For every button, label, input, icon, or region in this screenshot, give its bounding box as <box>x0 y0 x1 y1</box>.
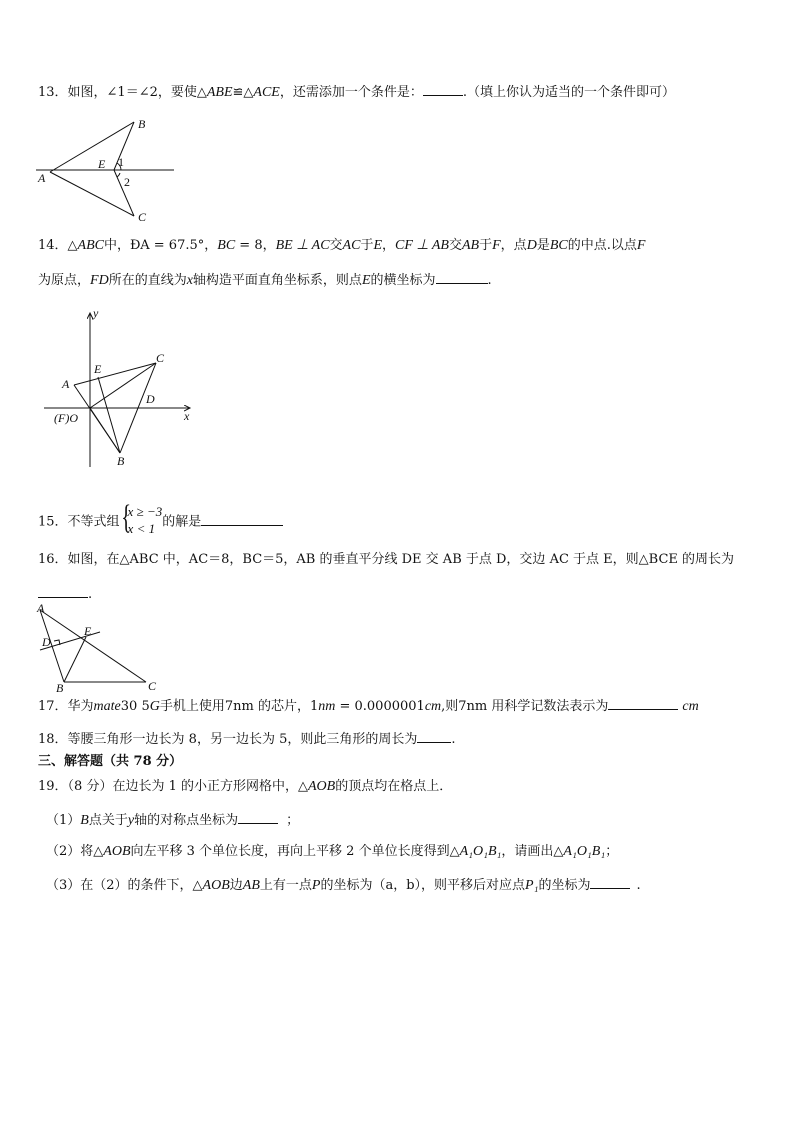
q13-label-c: C <box>138 210 147 224</box>
q19-part1-answer-blank[interactable] <box>238 810 278 824</box>
q19-p2-e: ，请画出△ <box>501 844 564 859</box>
q14-t19: 是 <box>536 238 550 253</box>
q19-p1-f: ； <box>286 813 300 828</box>
q13-label-2: 2 <box>124 175 130 189</box>
q14-segment-ac <box>74 363 156 385</box>
q16-line2 <box>38 584 92 604</box>
q16-line1: 16．如图，在△ABC 中，AC＝8，BC＝5，AB 的垂直平分线 DE 交 AB 于点 D，交边 AC 于点 E，则△BCE 的周长为 <box>38 552 735 567</box>
q14-t18: D <box>526 238 537 253</box>
q16-label-c: C <box>148 679 157 693</box>
q15-inequality-2: x < 1 <box>127 521 156 536</box>
q13-label-a: A <box>38 171 46 185</box>
q17-text-c: 手机上使用7nm 的芯片，1 <box>159 699 319 714</box>
q17-text-b: 30 5 <box>120 699 150 714</box>
q14-segment-fb <box>90 408 120 453</box>
q14-line1 <box>38 237 645 255</box>
q19-p1-b: B <box>80 813 89 828</box>
q14-t16: F <box>492 238 501 253</box>
q13-figure <box>34 116 184 226</box>
q19-part2 <box>46 843 618 861</box>
q19-p3-b: AOB <box>202 878 230 893</box>
q16-label-a: A <box>37 602 45 615</box>
q15-text-a: 15．不等式组 <box>38 514 120 530</box>
q14-t26: x <box>186 273 193 288</box>
q14-t3: 中，ÐA = 67.5°， <box>104 238 218 253</box>
q13-text-b: ，还需添加一个条件是： <box>279 85 423 100</box>
q13-triangle-abe: ABE <box>206 85 233 100</box>
q19-p2-c: 向左平移 3 个单位长度，再向上平移 2 个单位长度得到△ <box>130 844 460 859</box>
q19-text-b: 的顶点均在格点上． <box>335 779 453 794</box>
q16-label-b: B <box>56 681 64 694</box>
q14-t9: 于 <box>360 238 374 253</box>
q19-intro <box>38 778 452 796</box>
q14-t28: E <box>361 273 371 288</box>
q15-text <box>38 499 283 539</box>
q19-p1-c: 点关于 <box>88 813 128 828</box>
q14-t4: BC <box>217 238 236 253</box>
q18-text <box>38 729 456 749</box>
q14-label-fo: (F)O <box>54 411 78 425</box>
q18-text-b: . <box>451 732 456 747</box>
q19-p1-e: 轴的对称点坐标为 <box>134 813 239 828</box>
q14-t2: ABC <box>77 238 104 253</box>
q18-text-a: 18．等腰三角形一边长为 8，另一边长为 5，则此三角形的周长为 <box>38 732 418 747</box>
q19-p3-h: P₁ <box>525 878 539 893</box>
q17-g: G <box>149 699 160 714</box>
q13-segment-ac <box>50 172 134 216</box>
q13-label-b: B <box>138 117 146 131</box>
q16-period: . <box>88 587 93 602</box>
q14-figure <box>40 305 200 475</box>
q14-t1: 14．△ <box>38 238 78 253</box>
q15-inequality-system: { x ≥ −3 x < 1 <box>120 499 163 536</box>
q17-nm: nm <box>318 699 336 714</box>
q14-t12: CF ⊥ AB <box>395 238 449 253</box>
q14-t13: 交 <box>448 238 462 253</box>
q17-text-d: = 0.0000001 <box>335 699 425 714</box>
q14-t29: 的横坐标为 <box>370 273 436 288</box>
q14-t11: ， <box>382 238 396 253</box>
q14-label-x: x <box>184 409 190 423</box>
q14-label-d: D <box>146 392 155 406</box>
q14-line2 <box>38 270 492 290</box>
q19-p1-d: y <box>127 813 135 828</box>
q14-t23: 为原点， <box>38 273 91 288</box>
q17-text <box>38 696 699 716</box>
q19-aob: AOB <box>307 779 336 794</box>
q19-p2-d: A₁O₁B₁ <box>459 844 502 859</box>
q19-p2-a: （2）将△ <box>46 844 104 859</box>
q14-t14: AB <box>461 238 480 253</box>
q14-label-b: B <box>117 454 125 468</box>
q19-p3-a: （3）在（2）的条件下，△ <box>46 878 203 893</box>
q14-label-y: y <box>93 306 99 320</box>
q19-p3-e: 上有一点 <box>259 878 312 893</box>
q16-label-e: E <box>84 624 92 638</box>
q15-inequality-1: x ≥ −3 <box>127 504 163 519</box>
q14-t22: F <box>636 238 646 253</box>
q13-text-a: 13．如图，∠1＝∠2，要使△ <box>38 85 207 100</box>
q14-t30: . <box>487 273 492 288</box>
q17-text-a: 17．华为 <box>38 699 94 714</box>
q17-answer-blank[interactable] <box>608 696 678 710</box>
q15-text-b: 的解是 <box>162 514 202 530</box>
q19-part1 <box>46 810 299 830</box>
q19-part3 <box>46 875 641 895</box>
q14-t24: FD <box>90 273 109 288</box>
q13-label-e: E <box>98 157 106 171</box>
q14-t27: 轴构造平面直角坐标系，则点 <box>192 273 362 288</box>
q16-segment-ac <box>40 610 146 682</box>
q19-p3-f: P <box>311 878 321 893</box>
q19-p2-b: AOB <box>103 844 131 859</box>
section3-title: 三、解答题（共 78 分） <box>38 754 183 769</box>
q14-t6: BE ⊥ AC <box>275 238 330 253</box>
q17-mate: mate <box>93 699 121 714</box>
q13-label-1: 1 <box>118 155 124 169</box>
q18-answer-blank[interactable] <box>417 729 451 743</box>
q14-t20: BC <box>549 238 568 253</box>
q13-triangle-ace: ACE <box>253 85 280 100</box>
q19-p3-i: 的坐标为 <box>538 878 591 893</box>
q19-p3-g: 的坐标为（a，b），则平移后对应点 <box>320 878 526 893</box>
q13-text-c: .（填上你认为适当的一个条件即可） <box>462 85 676 100</box>
q13-answer-blank[interactable] <box>423 82 463 96</box>
q14-t8: AC <box>342 238 361 253</box>
q14-t17: ，点 <box>500 238 527 253</box>
q14-t15: 于 <box>479 238 493 253</box>
q15-answer-blank[interactable] <box>201 512 283 526</box>
q14-answer-blank[interactable] <box>436 270 488 284</box>
q14-label-e: E <box>94 362 102 376</box>
q14-t10: E <box>373 238 383 253</box>
q19-p3-c: 边 <box>229 878 243 893</box>
q14-t7: 交 <box>329 238 343 253</box>
q16-figure <box>34 602 164 694</box>
q16-segment-be <box>64 637 86 682</box>
q19-text-a: 19．（8 分）在边长为 1 的小正方形网格中，△ <box>38 779 308 794</box>
q13-text <box>38 82 675 102</box>
q16-label-d: D <box>42 635 51 649</box>
q13-congruent-sign: ≌△ <box>232 85 254 100</box>
q19-p2-g: ； <box>605 844 619 859</box>
q14-t5: = 8， <box>235 238 276 253</box>
q13-angle2-arc <box>117 173 120 177</box>
q19-p3-d: AB <box>242 878 260 893</box>
q19-p2-f: A₁O₁B₁ <box>563 844 606 859</box>
q14-t25: 所在的直线为 <box>108 273 187 288</box>
q14-segment-be <box>98 377 120 453</box>
q19-part3-answer-blank[interactable] <box>590 875 630 889</box>
q13-segment-be <box>114 122 134 170</box>
q17-text-e: ,则7nm 用科学记数法表示为 <box>441 699 609 714</box>
q19-p3-j: . <box>636 878 641 893</box>
q19-p1-a: （1） <box>46 813 81 828</box>
q14-label-a: A <box>62 377 70 391</box>
q17-unit: cm <box>682 699 699 714</box>
q14-t21: 的中点.以点 <box>567 238 637 253</box>
q16-answer-blank[interactable] <box>38 584 88 598</box>
q14-label-c: C <box>156 351 165 365</box>
q17-cm: cm <box>424 699 442 714</box>
